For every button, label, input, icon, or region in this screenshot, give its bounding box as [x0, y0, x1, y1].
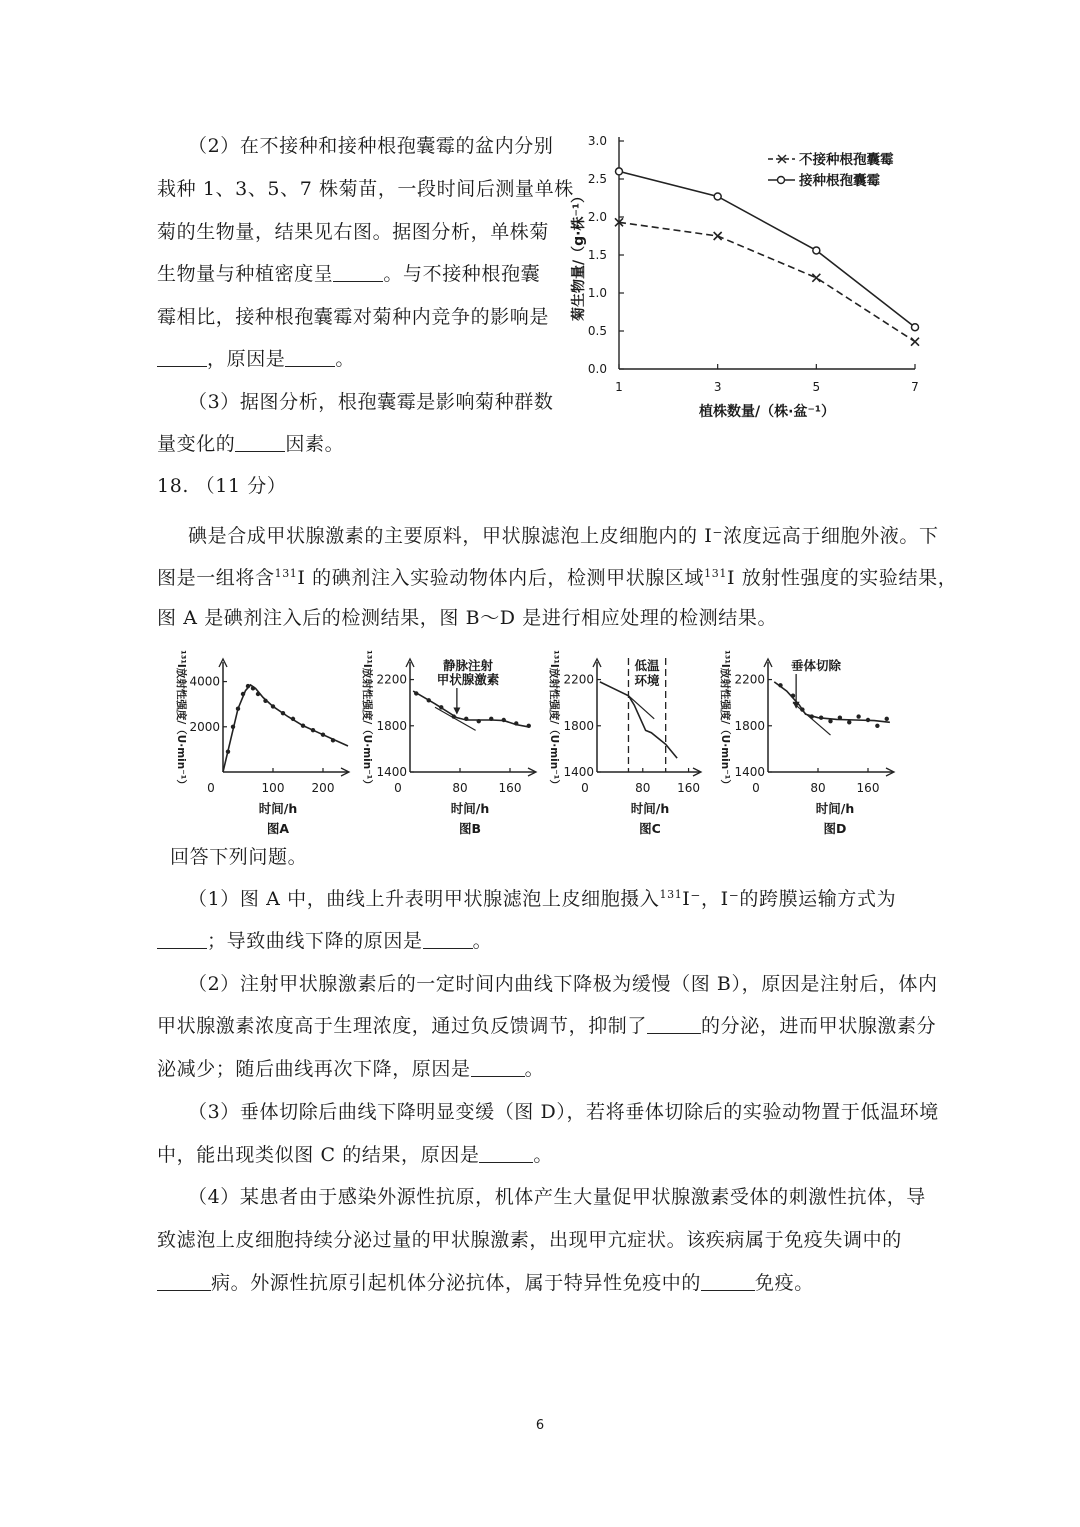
y-tick-label: 2.0 — [587, 210, 607, 224]
data-point — [847, 720, 851, 724]
y-tick-label: 1.5 — [587, 248, 607, 262]
y-tick-label: 3.0 — [587, 134, 607, 148]
y-tick-label: 2200 — [563, 672, 594, 687]
q18-part2-line3 — [157, 1057, 544, 1081]
q17-part3-line1: （3）据图分析，根孢囊霉是影响菊种群数 — [188, 391, 554, 413]
superscript: 131 — [274, 567, 298, 580]
superscript: 131 — [659, 888, 683, 901]
q18-part3-line2 — [157, 1143, 553, 1167]
x-tick-label: 0 — [394, 781, 402, 795]
q18-text: （1）图 A 中，曲线上升表明甲状腺滤泡上皮细胞摄入 — [188, 888, 660, 910]
x-tick-label: 5 — [812, 380, 821, 394]
q17-text: 因素。 — [285, 433, 345, 455]
data-point — [856, 714, 860, 718]
x-axis-label: 时间/h — [630, 801, 670, 816]
x-axis-label: 时间/h — [815, 801, 855, 816]
data-point — [838, 715, 842, 719]
legend-label: 接种根孢囊霉 — [799, 173, 880, 189]
q18-part1-line2 — [157, 929, 492, 953]
legend-label: 不接种根孢囊霉 — [799, 152, 894, 168]
data-point — [810, 714, 814, 718]
q17-text: ，原因是 — [207, 348, 286, 370]
figure-caption: 图B — [458, 821, 482, 836]
x-tick-label: 80 — [452, 781, 468, 795]
q18-text: 甲状腺激素浓度高于生理浓度，通过负反馈调节，抑制了 — [157, 1015, 648, 1037]
q17-part2-line2: 栽种 1、3、5、7 株菊苗，一段时间后测量单株 — [157, 178, 574, 200]
answer-prompt: 回答下列问题。 — [170, 846, 308, 868]
q17-part2-line1: （2）在不接种和接种根孢囊霉的盆内分别 — [188, 135, 554, 157]
y-tick-label: 0.5 — [587, 324, 607, 338]
annotation-label: 环境 — [634, 673, 660, 688]
q18-intro-line1: 碘是合成甲状腺激素的主要原料，甲状腺滤泡上皮细胞内的 I⁻浓度远高于细胞外液。下 — [188, 525, 939, 547]
annotation-label: 垂体切除 — [790, 658, 842, 673]
q18-part4-line3 — [157, 1271, 814, 1295]
x-tick-label: 160 — [498, 781, 522, 795]
x-tick-label: 3 — [713, 380, 722, 394]
data-point — [778, 683, 782, 687]
data-point — [866, 718, 870, 722]
q18-text: ；导致曲线下降的原因是 — [207, 930, 423, 952]
answer-blank[interactable] — [701, 1273, 755, 1291]
data-point — [800, 707, 804, 711]
q18-text: 。 — [533, 1144, 554, 1166]
q18-text: 病。外源性抗原引起机体分泌抗体，属于特异性免疫中的 — [211, 1272, 702, 1294]
x-tick-label: 160 — [856, 781, 880, 795]
q18-part4-line1: （4）某患者由于感染外源性抗原，机体产生大量促甲状腺激素受体的刺激性抗体，导 — [188, 1186, 926, 1208]
data-point — [828, 719, 832, 723]
y-axis-label: ¹³¹I放射性强度/（U·min⁻¹） — [175, 650, 187, 790]
q18-text: 。 — [472, 930, 493, 952]
y-axis-label: ¹³¹I放射性强度/（U·min⁻¹） — [548, 650, 560, 790]
y-tick-label: 2200 — [376, 672, 407, 687]
y-tick-label: 4000 — [189, 674, 220, 689]
x-tick-label: 0 — [752, 781, 760, 795]
q18-intro-line3: 图 A 是碘剂注入后的检测结果，图 B～D 是进行相应处理的检测结果。 — [157, 607, 778, 629]
q17-part2-line5: 霉相比，接种根孢囊霉对菊种内竞争的影响是 — [157, 306, 550, 328]
x-tick-label: 200 — [311, 781, 335, 795]
curve-line — [774, 682, 890, 722]
data-point — [791, 694, 795, 698]
y-tick-label: 2000 — [189, 719, 220, 734]
q18-part3-line1: （3）垂体切除后曲线下降明显变缓（图 D），若将垂体切除后的实验动物置于低温环境 — [188, 1101, 939, 1123]
y-tick-label: 1800 — [734, 718, 765, 733]
q18-text: 的分泌，进而甲状腺激素分 — [701, 1015, 937, 1037]
y-axis-label: ¹³¹I放射性强度/（U·min⁻¹） — [361, 650, 373, 790]
q18-text: 免疫。 — [755, 1272, 814, 1294]
y-tick-label: 0.0 — [587, 362, 607, 376]
y-tick-label: 1800 — [376, 718, 407, 733]
data-point — [875, 724, 879, 728]
q18-text: I 的碘剂注入实验动物体内后，检测甲状腺区域 — [297, 567, 705, 589]
x-tick-label: 160 — [677, 781, 701, 795]
answer-blank[interactable] — [423, 931, 473, 949]
x-tick-label: 80 — [810, 781, 826, 795]
q17-text: 量变化的 — [157, 433, 236, 455]
y-axis-label: 菊生物量/（g·株⁻¹） — [571, 189, 587, 321]
q18-header: 18. （11 分） — [157, 475, 287, 497]
y-tick-label: 1400 — [734, 765, 765, 779]
answer-blank[interactable] — [471, 1059, 525, 1077]
page-number: 6 — [535, 1418, 545, 1433]
q18-part2-line2 — [157, 1014, 936, 1038]
figure-caption: 图A — [266, 821, 290, 836]
answer-blank[interactable] — [479, 1145, 533, 1163]
x-tick-label: 0 — [207, 781, 215, 795]
data-point — [885, 717, 889, 721]
y-tick-label: 2.5 — [587, 172, 607, 186]
q18-text: I 放射性强度的实验结果， — [726, 567, 958, 589]
q18-part4-line2: 致滤泡上皮细胞持续分泌过量的甲状腺激素，出现甲亢症状。该疾病属于免疫失调中的 — [157, 1229, 902, 1251]
figure-caption: 图D — [823, 821, 847, 836]
answer-blank[interactable] — [157, 931, 207, 949]
q18-part2-line1: （2）注射甲状腺激素后的一定时间内曲线下降极为缓慢（图 B），原因是注射后，体内 — [188, 973, 938, 995]
q18-text: 泌减少；随后曲线再次下降，原因是 — [157, 1058, 471, 1080]
annotation-label: 甲状腺激素 — [436, 672, 500, 687]
x-tick-label: 80 — [635, 781, 651, 795]
q18-text: 图是一组将含 — [157, 567, 275, 589]
x-axis-label: 植株数量/（株·盆⁻¹） — [699, 404, 835, 420]
q18-text: 中，能出现类似图 C 的结果，原因是 — [157, 1144, 480, 1166]
y-tick-label: 1800 — [563, 718, 594, 733]
superscript: 131 — [704, 567, 727, 580]
data-point — [819, 715, 823, 719]
answer-blank[interactable] — [647, 1016, 701, 1034]
annotation-label: 低温 — [634, 658, 660, 673]
x-axis-label: 时间/h — [258, 801, 298, 816]
x-tick-label: 100 — [261, 781, 285, 795]
x-tick-label: 7 — [911, 380, 919, 394]
figure-caption: 图C — [639, 821, 661, 836]
y-tick-label: 2200 — [734, 672, 765, 687]
q17-text: 。与不接种根孢囊 — [383, 263, 541, 285]
answer-blank[interactable] — [157, 1273, 211, 1291]
x-tick-label: 1 — [615, 380, 623, 394]
q17-text: 。 — [335, 348, 356, 370]
y-axis-label: ¹³¹I放射性强度/（U·min⁻¹） — [719, 650, 731, 790]
y-tick-label: 1.0 — [587, 286, 607, 300]
q18-text: 。 — [524, 1058, 545, 1080]
annotation-label: 静脉注射 — [442, 658, 494, 673]
y-tick-label: 1400 — [376, 765, 407, 779]
q17-part2-line3: 菊的生物量，结果见右图。据图分析，单株菊 — [157, 221, 550, 243]
q18-part1-line1 — [188, 887, 896, 911]
q18-text: I⁻，I⁻的跨膜运输方式为 — [682, 888, 897, 910]
x-tick-label: 0 — [581, 781, 589, 795]
q17-text: 生物量与种植密度呈 — [157, 263, 334, 285]
y-tick-label: 1400 — [563, 765, 594, 779]
x-axis-label: 时间/h — [450, 801, 490, 816]
